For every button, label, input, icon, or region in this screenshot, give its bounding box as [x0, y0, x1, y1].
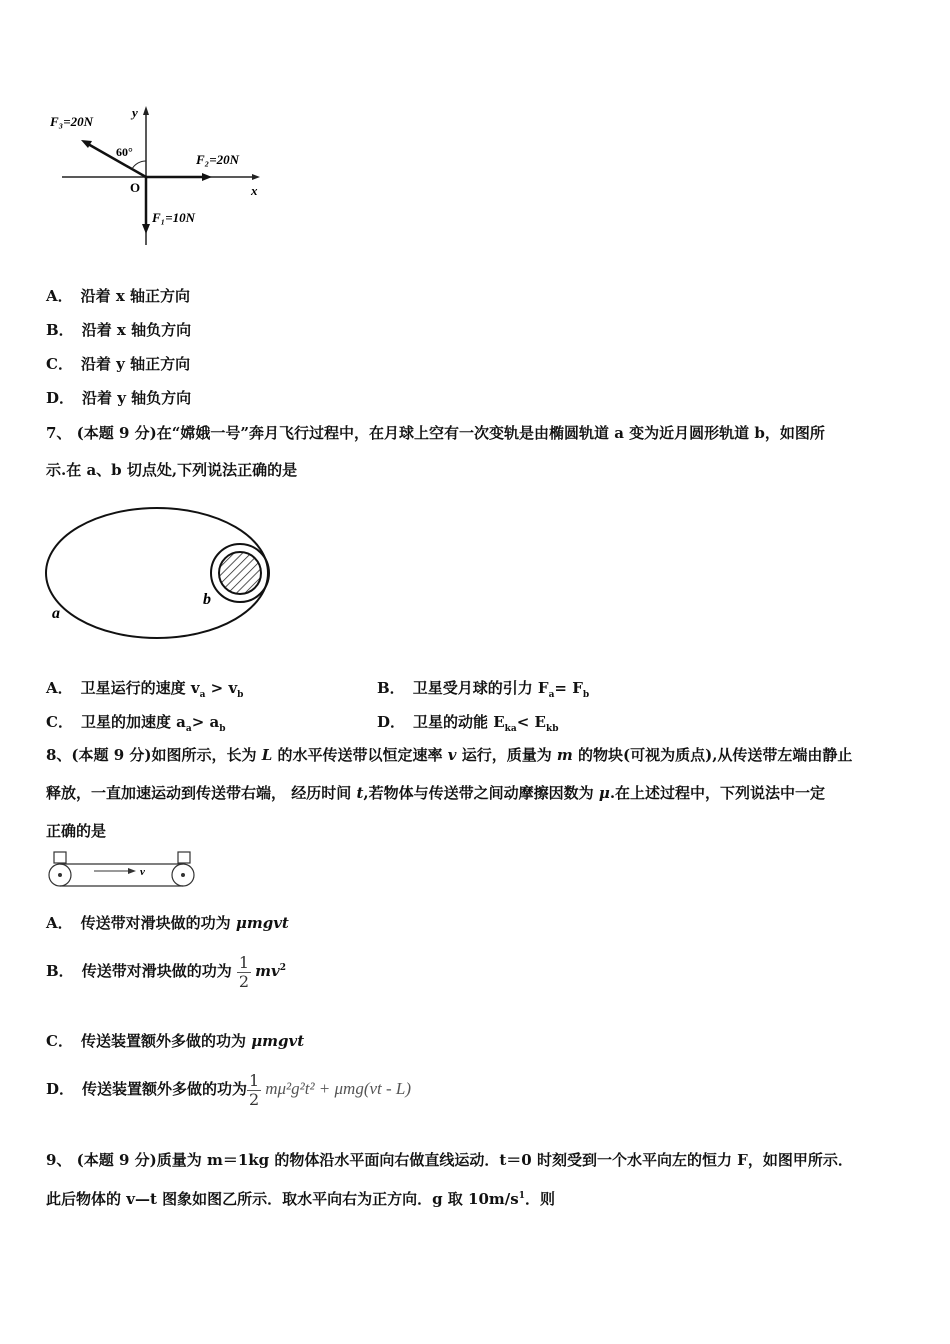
option-text: 沿着 x 轴正方向	[80, 287, 191, 305]
angle-arc	[132, 161, 146, 169]
option-text: 传送带对滑块做的功为	[81, 962, 237, 980]
var-mu: μ	[598, 784, 610, 802]
stem-text: 释放，一直加速运动到传送带右端， 经历时间	[46, 784, 357, 802]
subscript: kb	[545, 724, 559, 734]
subscript: b	[219, 724, 226, 734]
option-formula: μmgvt	[235, 914, 289, 932]
option-label: A．	[46, 679, 73, 697]
option-formula: mv	[255, 962, 280, 980]
option-label: C．	[46, 1032, 73, 1050]
q8-stem-line3: 正确的是	[46, 822, 107, 840]
superscript: 2	[279, 963, 286, 973]
subscript: a	[548, 690, 555, 700]
pulley-left-axle	[58, 873, 62, 877]
stem-text: 的水平传送带以恒定速率	[272, 746, 448, 764]
option-text-mid: = F	[554, 679, 583, 697]
subscript: b	[582, 690, 590, 700]
y-axis-arrow	[143, 106, 149, 115]
stem-text: .在上述过程中，下列说法中一定	[609, 784, 826, 802]
force-diagram	[46, 100, 276, 250]
stem-text: ,若物体与传送带之间动摩擦因数为	[363, 784, 599, 802]
q7-stem-line1: 7、 (本题 9 分)在“嫦娥一号”奔月飞行过程中，在月球上空有一次变轨是由椭圆轨道 a 变为近月圆形轨道 b，如图所	[46, 424, 825, 442]
option-label: B．	[46, 962, 74, 980]
subscript: a	[199, 690, 206, 700]
fraction-num: 1	[249, 1070, 260, 1090]
subscript: b	[237, 690, 244, 700]
block-left	[54, 852, 66, 863]
option-text-mid: < E	[516, 713, 546, 731]
subscript: a	[185, 724, 192, 734]
q6-option-c[interactable]	[46, 354, 190, 374]
orbit-a-label: a	[52, 605, 60, 622]
y-axis-label: y	[132, 105, 138, 120]
option-text: 卫星的动能 E	[413, 713, 505, 731]
x-axis-arrow	[252, 174, 260, 180]
stem-text: ．则	[524, 1190, 555, 1208]
q7-option-d[interactable]	[377, 712, 559, 739]
velocity-arrowhead	[128, 868, 136, 874]
var-v: v	[447, 746, 457, 764]
stem-text: 8、(本题 9 分)如图所示，长为	[46, 746, 262, 764]
orbit-diagram	[44, 505, 276, 645]
f3-label: F₃=20N	[50, 114, 93, 129]
option-label: B．	[46, 321, 74, 339]
option-label: A．	[46, 914, 73, 932]
option-label: D．	[377, 713, 406, 731]
conveyor-diagram	[44, 850, 196, 890]
fraction-half	[247, 1072, 261, 1109]
option-text: 沿着 y 轴负方向	[82, 389, 192, 407]
q8-option-b[interactable]	[46, 945, 286, 994]
stem-text: 的物块(可视为质点),从传送带左端由静止	[572, 746, 853, 764]
option-label: D．	[46, 389, 75, 407]
option-label: B．	[377, 679, 405, 697]
fraction-half	[237, 954, 251, 991]
q7-option-c[interactable]	[46, 712, 226, 739]
stem-text: 此后物体的 v—t 图象如图乙所示．取水平向右为正方向．g 取 10m/s	[46, 1190, 519, 1208]
velocity-label: v	[140, 866, 145, 878]
option-label: D．	[46, 1080, 75, 1098]
x-axis-label: x	[251, 183, 258, 198]
q6-option-a[interactable]	[46, 286, 190, 306]
option-text: 卫星的加速度 a	[80, 713, 186, 731]
q8-stem-line2	[46, 783, 906, 803]
fraction-den: 2	[249, 1089, 260, 1109]
angle-label: 60°	[116, 145, 133, 159]
subscript: ka	[504, 724, 517, 734]
q6-option-d[interactable]	[46, 388, 191, 408]
q8-option-d[interactable]	[46, 1066, 411, 1112]
f1-arrowhead	[142, 224, 150, 234]
var-m: m	[556, 746, 573, 764]
block-right	[178, 852, 190, 863]
option-formula: mμ²g²t² + μmg(vt - L)	[265, 1079, 412, 1098]
option-formula: μmgvt	[251, 1032, 305, 1050]
option-text: 传送装置额外多做的功为	[80, 1032, 252, 1050]
q9-stem-line2	[46, 1186, 906, 1209]
option-text: 沿着 x 轴负方向	[81, 321, 192, 339]
q7-option-b[interactable]	[377, 678, 589, 705]
orbit-b-label: b	[203, 591, 211, 608]
q7-stem-line2: 示.在 a、b 切点处,下列说法正确的是	[46, 461, 298, 479]
moon	[219, 552, 261, 594]
option-label: C．	[46, 713, 73, 731]
option-text: 卫星运行的速度 v	[80, 679, 200, 697]
var-L: L	[261, 746, 273, 764]
pulley-right-axle	[181, 873, 185, 877]
fraction-den: 2	[238, 971, 250, 991]
f2-label: F₂=20N	[196, 152, 239, 167]
f2-arrowhead	[202, 173, 212, 181]
var-t: t	[356, 784, 364, 802]
option-text-mid: > a	[191, 713, 220, 731]
fraction-num: 1	[238, 952, 250, 972]
q7-option-a[interactable]	[46, 678, 243, 705]
origin-label: O	[130, 180, 141, 195]
option-text: 卫星受月球的引力 F	[412, 679, 549, 697]
option-text-mid: > v	[205, 679, 238, 697]
option-text: 传送带对滑块做的功为	[80, 914, 236, 932]
q8-option-c[interactable]	[46, 1031, 304, 1051]
stem-text: 运行，质量为	[456, 746, 557, 764]
f1-label: F₁=10N	[152, 210, 195, 225]
option-text: 沿着 y 轴正方向	[80, 355, 191, 373]
option-label: A．	[46, 287, 73, 305]
superscript: 1	[518, 1191, 525, 1201]
q9-stem-line1: 9、 (本题 9 分)质量为 m＝1kg 的物体沿水平面向右做直线运动．t＝0 时刻受到一个水平向左的恒力 F，如图甲所示．	[46, 1151, 853, 1169]
option-label: C．	[46, 355, 73, 373]
option-text: 传送装置额外多做的功为	[82, 1080, 248, 1098]
q6-option-b[interactable]	[46, 320, 191, 340]
q8-option-a[interactable]	[46, 913, 289, 933]
q8-stem-line1	[46, 745, 906, 765]
